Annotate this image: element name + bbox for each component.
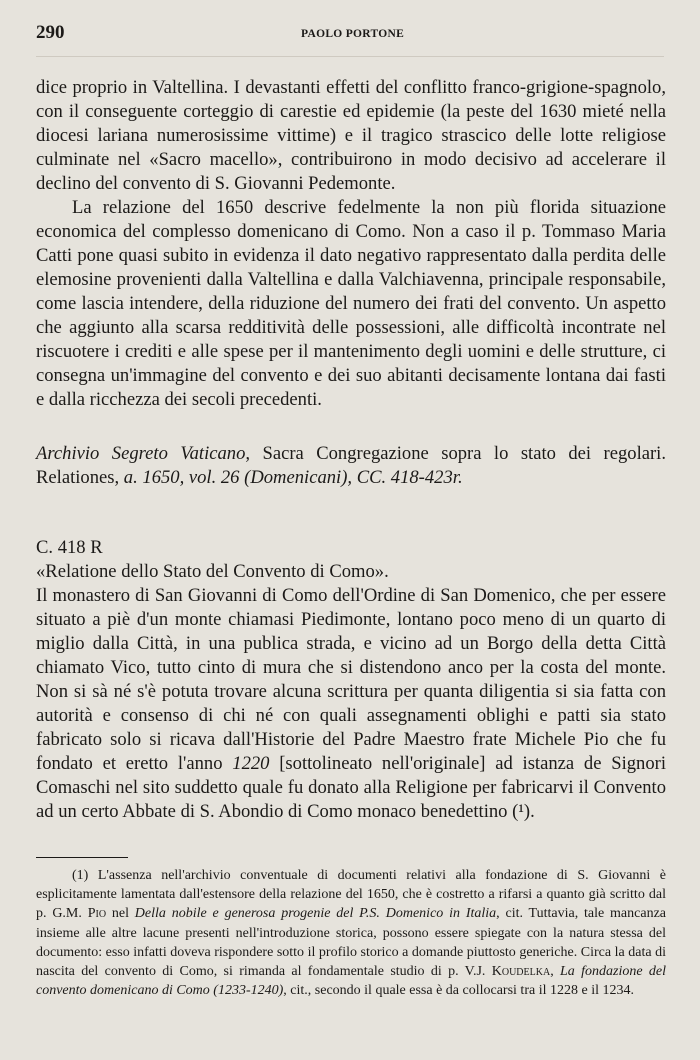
body-text <box>36 76 666 412</box>
page-header <box>0 0 700 43</box>
footnote <box>36 866 666 1000</box>
archive-citation-line <box>36 442 666 490</box>
document-transcription <box>36 536 666 824</box>
founding-year: 1220 <box>232 753 270 774</box>
folio-label: C. 418 R <box>36 537 103 558</box>
archive-source: Archivio Segreto Vaticano, <box>36 443 251 464</box>
document-text <box>36 584 666 824</box>
document-text-part-2: [sottolineato nell'originale] ad istanza de Signori Comaschi nel sito suddetto quale fu donato alla Religione per fabricarvi il Convento ad un certo Abbate di S. Abondio di Como monaco benedettino (¹). <box>36 753 666 822</box>
document-title: «Relatione dello Stato del Convento di Como». <box>36 561 389 582</box>
footnote-title-2: La fondazione del convento domenicano di Como (1233-1240) <box>36 964 666 999</box>
footnote-author-koudelka: Koudelka <box>491 964 551 980</box>
footnote-part-5: , cit., secondo il quale essa è da collocarsi tra il 1228 e il 1234. <box>283 983 634 999</box>
footnote-author-pio: Pio <box>87 906 107 922</box>
header-rule <box>36 56 664 57</box>
document-text-part-1: Il monastero di San Giovanni di Como dell'Ordine di San Domenico, che per essere situato a piè d'un monte chiamasi Piedimonte, lontano poco meno di un quarto di miglio dalla Città, in una publica strada, e vicino ad un Borgo della detta Città chiamato Vico, tutto cinto di mura che si distendono anco per la costa del monte. Non si sà né s'è potuta trovare alcuna scrittura per quanta diligentia si sia fatta con autorità e consenso di chi né con quali assegnamenti oblighi e patti sia stato fabricato solo si ricava dall'Historie del Padre Maestro frate Michele Pio che fu fondato et eretto l'anno <box>36 585 666 774</box>
footnote-part-4: , <box>550 964 561 980</box>
archive-source-rest: Sacra Congregazione sopra lo stato dei regolari. Relationes, <box>36 443 666 488</box>
footnote-part-2: nel <box>106 906 135 922</box>
footnote-title-1: Della nobile e generosa progenie del P.S. Domenico in Italia <box>134 906 497 922</box>
paragraph-2: La relazione del 1650 descrive fedelmente la non più florida situazione economica del complesso domenicano di Como. Non a caso il p. Tommaso Maria Catti pone quasi subito in evidenza il dato negativo rappresentato dalla perdita delle elemosine provenienti dalla Valtellina e dalla Valchiavenna, principale responsabile, come lascia intendere, della riduzione del numero dei frati del convento. Un aspetto che aggiunto alla scarsa redditività delle possessioni, alle difficoltà incontrate nel riscuotere i crediti e alle spese per il mantenimento degli uomini e delle strutture, ci consegna un'immagine del convento e dei suo abitanti decisamente lontana dai fasti e dalla ricchezza dei secoli precedenti. <box>36 197 666 410</box>
footnote-part-1: (1) L'assenza nell'archivio conventuale di documenti relativi alla fondazione di S. Giovanni è esplicitamente lamentata dall'estensore della relazione del 1650, che è costretto a rifarsi a quanto già scritto dal p. G.M. <box>36 868 666 922</box>
footnote-rule <box>36 857 128 858</box>
page-number: 290 <box>36 22 65 43</box>
archive-reference: a. 1650, vol. 26 (Domenicani), CC. 418-423r. <box>123 467 463 488</box>
archive-citation <box>36 442 666 490</box>
footnote-1 <box>36 866 666 1000</box>
paragraph-1: dice proprio in Valtellina. I devastanti effetti del conflitto franco-grigione-spagnolo, con il conseguente corteggio di carestie ed epidemie (la peste del 1630 mieté nella diocesi lariana numerosissime vittime) e il tragico strascico delle lotte religiose culminate nel «Sacro macello», contribuirono in modo decisivo ad accelerare il declino del convento di S. Giovanni Pedemonte. <box>36 77 666 194</box>
footnote-part-3: , cit. Tuttavia, tale mancanza insieme alle altre lacune presenti nell'introduzione storica, possono essere spiegate con la natura stessa del documento: esso infatti doveva rispondere sotto il profilo storico a domande piuttosto generiche. Circa la data di nascita del convento di Como, si rimanda al fondamentale studio di p. V.J. <box>36 906 666 980</box>
running-head: PAOLO PORTONE <box>301 28 405 40</box>
